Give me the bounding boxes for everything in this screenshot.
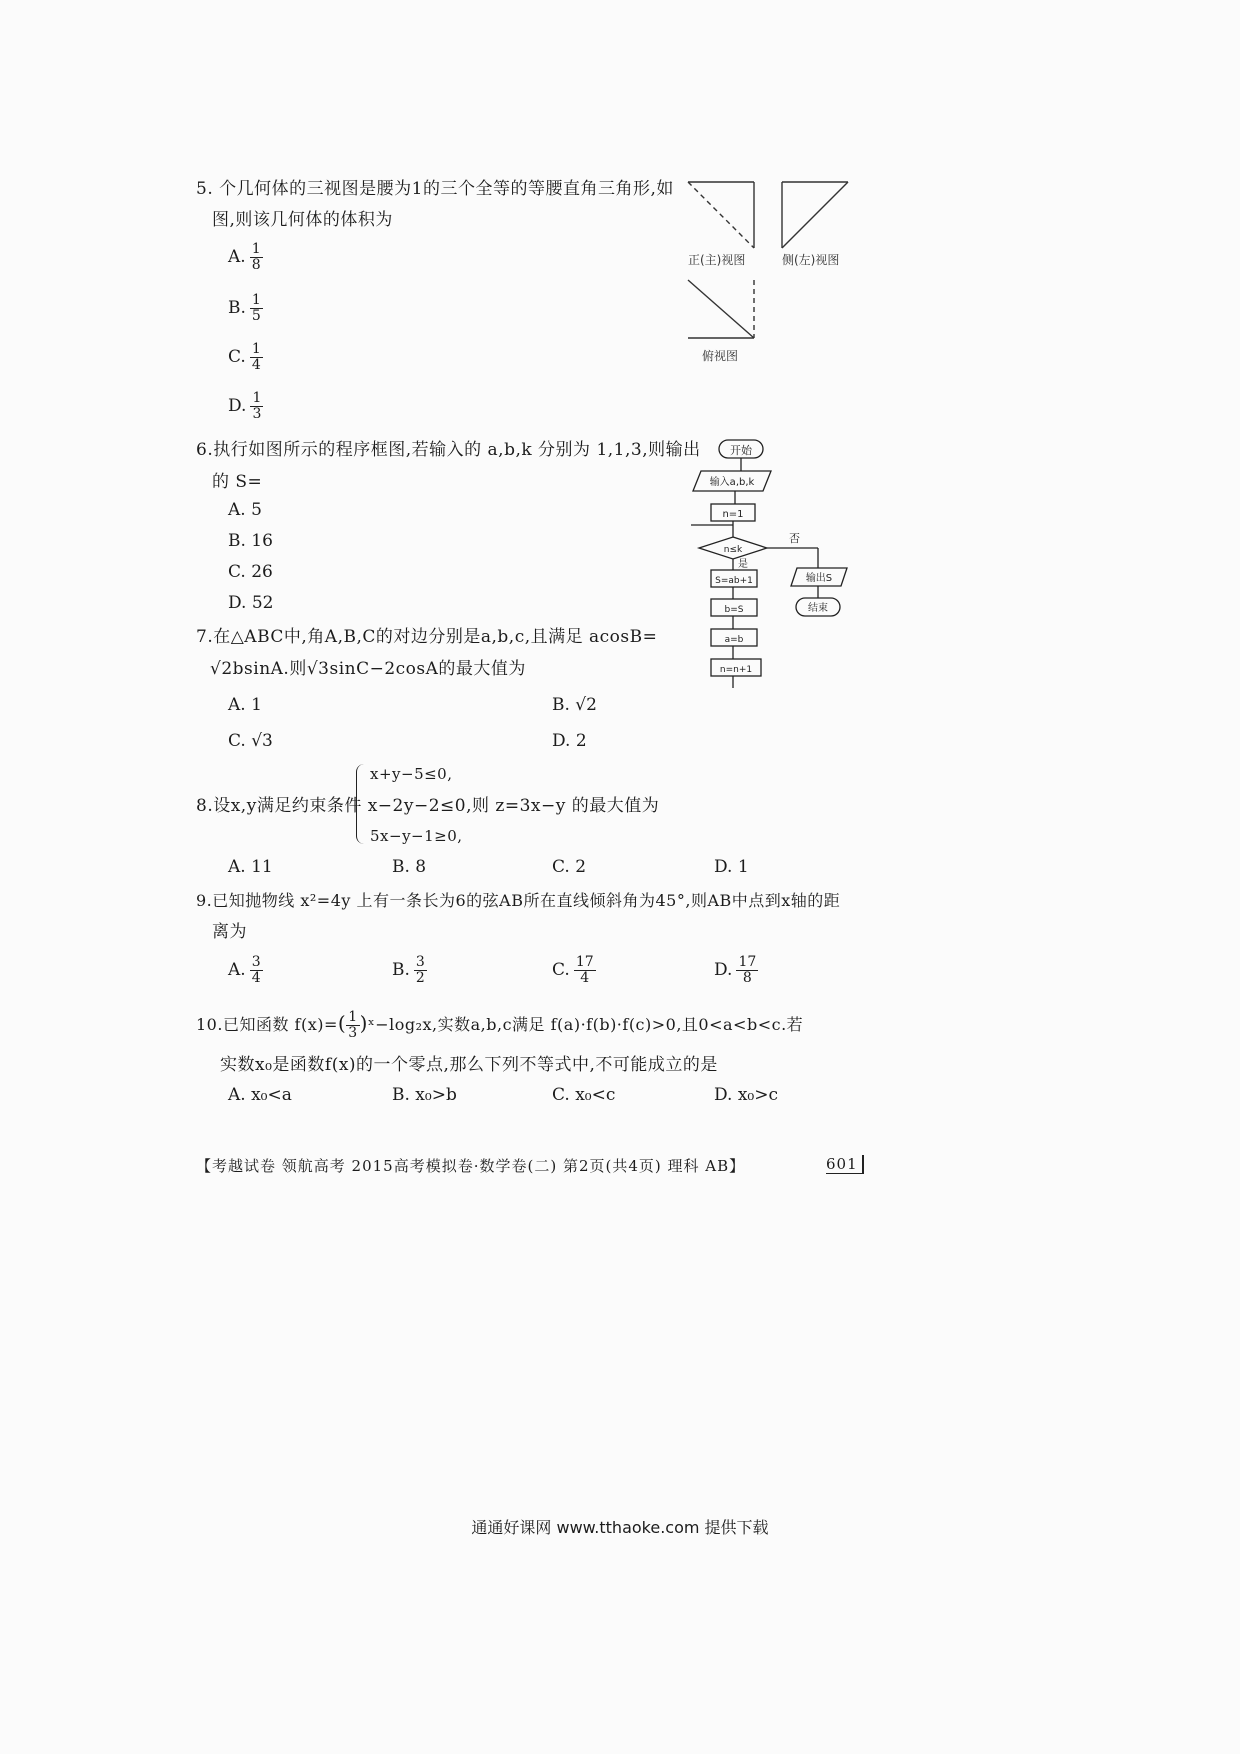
q9-option-b[interactable] bbox=[392, 955, 427, 986]
q10-stem-line2: 实数x₀是函数f(x)的一个零点,那么下列不等式中,不可能成立的是 bbox=[220, 1055, 718, 1075]
option-label: A. bbox=[228, 247, 246, 267]
q8-option-c[interactable]: C. 2 bbox=[552, 857, 587, 877]
fraction bbox=[250, 242, 263, 273]
top-view-triangle bbox=[688, 280, 754, 338]
side-view-label: 侧(左)视图 bbox=[782, 253, 840, 267]
q10-stem-line1: 10.已知函数 f(x)=( $\frac{1}{3}$ )ˣ−log₂x,实数a,b,c满足 f(a)·f(b)·f(c)>0,且0<a<b<c.若 bbox=[196, 1009, 804, 1041]
q9-option-c[interactable] bbox=[552, 955, 596, 986]
denominator: 8 bbox=[251, 257, 261, 273]
denominator: 2 bbox=[415, 970, 425, 986]
option-label: B. bbox=[392, 960, 410, 980]
q5-option-b[interactable] bbox=[228, 293, 263, 324]
denominator: 4 bbox=[251, 970, 261, 986]
option-label: C. bbox=[552, 960, 570, 980]
fraction bbox=[736, 955, 758, 986]
numerator: 1 bbox=[251, 292, 261, 308]
numerator: 1 bbox=[252, 390, 262, 406]
fraction bbox=[574, 955, 596, 986]
q6-option-d[interactable]: D. 52 bbox=[228, 593, 274, 613]
q7-option-d[interactable]: D. 2 bbox=[552, 731, 587, 751]
page-footer bbox=[196, 1155, 745, 1176]
q10-stem-suffix: ˣ−log₂x,实数a,b,c满足 f(a)·f(b)·f(c)>0,且0<a<b<c.若 bbox=[367, 1015, 804, 1034]
option-label: D. bbox=[228, 396, 247, 416]
q9-stem-line2: 离为 bbox=[212, 922, 247, 942]
q6-option-a[interactable]: A. 5 bbox=[228, 500, 262, 520]
side-view-triangle bbox=[782, 182, 848, 248]
option-label: D. bbox=[714, 960, 733, 980]
q10-fraction bbox=[346, 1010, 359, 1041]
q7-stem-line1: 7.在△ABC中,角A,B,C的对边分别是a,b,c,且满足 acosB= bbox=[196, 627, 658, 647]
flow-no-text: 否 bbox=[789, 532, 800, 545]
denominator: 4 bbox=[580, 970, 590, 986]
fraction bbox=[250, 391, 263, 422]
q10-option-b[interactable]: B. x₀>b bbox=[392, 1085, 457, 1105]
flow-step4-text: n=n+1 bbox=[719, 665, 753, 675]
fraction bbox=[250, 293, 263, 324]
q6-stem-line2: 的 S= bbox=[212, 472, 263, 492]
option-label: C. bbox=[228, 347, 246, 367]
q8-constraint-3: 5x−y−1≥0, bbox=[370, 827, 463, 845]
footer-text: 【考越试卷 领航高考 2015高考模拟卷·数学卷(二) 第2页(共4页) 理科 AB】 bbox=[196, 1157, 746, 1175]
q7-option-a[interactable]: A. 1 bbox=[228, 695, 262, 715]
q9-option-a[interactable] bbox=[228, 955, 263, 986]
flow-yes-text: 是 bbox=[738, 559, 748, 570]
option-label: A. bbox=[228, 960, 246, 980]
flowchart bbox=[685, 430, 875, 695]
numerator: 1 bbox=[251, 241, 261, 257]
denominator: 8 bbox=[742, 970, 752, 986]
q6-option-c[interactable]: C. 26 bbox=[228, 562, 273, 582]
q10-stem-prefix: 10.已知函数 f(x)= bbox=[196, 1015, 338, 1034]
q8-constraint-1: x+y−5≤0, bbox=[370, 765, 453, 783]
numerator: 1 bbox=[348, 1009, 358, 1025]
flow-cond-text: n≤k bbox=[723, 545, 743, 555]
q5-option-d[interactable] bbox=[228, 391, 263, 422]
flow-init-text: n=1 bbox=[722, 509, 744, 520]
denominator: 3 bbox=[252, 406, 262, 422]
fraction bbox=[250, 955, 263, 986]
q8-option-a[interactable]: A. 11 bbox=[228, 857, 273, 877]
denominator: 3 bbox=[348, 1025, 358, 1041]
flow-step1-text: S=ab+1 bbox=[715, 576, 753, 586]
three-view-figure bbox=[680, 170, 880, 370]
front-view-label: 正(主)视图 bbox=[688, 253, 746, 267]
flow-step3-text: a=b bbox=[724, 635, 744, 645]
numerator: 1 bbox=[251, 341, 261, 357]
q7-stem-line2: √2bsinA.则√3sinC−2cosA的最大值为 bbox=[210, 659, 526, 679]
q7-option-c[interactable]: C. √3 bbox=[228, 731, 273, 751]
q7-option-b[interactable]: B. √2 bbox=[552, 695, 597, 715]
q8-option-d[interactable]: D. 1 bbox=[714, 857, 749, 877]
fraction bbox=[414, 955, 427, 986]
q5-stem-line2: 图,则该几何体的体积为 bbox=[212, 210, 393, 230]
flow-step2-text: b=S bbox=[724, 605, 744, 615]
top-view-label: 俯视图 bbox=[702, 349, 739, 363]
numerator: 3 bbox=[415, 954, 425, 970]
flow-end-text: 结束 bbox=[808, 603, 828, 614]
download-credit: 通通好课网 www.tthaoke.com 提供下载 bbox=[471, 1518, 769, 1537]
q6-stem-line1: 6.执行如图所示的程序框图,若输入的 a,b,k 分别为 1,1,3,则输出 bbox=[196, 440, 701, 460]
q6-option-b[interactable]: B. 16 bbox=[228, 531, 273, 551]
q5-option-a[interactable] bbox=[228, 242, 263, 273]
numerator: 17 bbox=[738, 954, 757, 970]
option-label: B. bbox=[228, 298, 246, 318]
numerator: 3 bbox=[251, 954, 261, 970]
q5-option-c[interactable] bbox=[228, 342, 263, 373]
q9-stem-line1: 9.已知抛物线 x²=4y 上有一条长为6的弦AB所在直线倾斜角为45°,则AB中点到x轴的距 bbox=[196, 891, 841, 910]
denominator: 4 bbox=[251, 357, 261, 373]
denominator: 5 bbox=[251, 308, 261, 324]
numerator: 17 bbox=[575, 954, 594, 970]
fraction bbox=[250, 342, 263, 373]
q8-stem: 8.设x,y满足约束条件 x−2y−2≤0,则 z=3x−y 的最大值为 bbox=[196, 796, 660, 816]
flow-start-text: 开始 bbox=[730, 444, 752, 457]
q10-option-c[interactable]: C. x₀<c bbox=[552, 1085, 616, 1105]
q10-option-d[interactable]: D. x₀>c bbox=[714, 1085, 778, 1105]
flow-output-text: 输出S bbox=[805, 573, 833, 584]
flow-input-text: 输入a,b,k bbox=[709, 477, 755, 488]
front-view-triangle bbox=[688, 182, 754, 248]
q9-option-d[interactable] bbox=[714, 955, 758, 986]
q8-option-b[interactable]: B. 8 bbox=[392, 857, 427, 877]
q5-stem-line1: 5. 个几何体的三视图是腰为1的三个全等的等腰直角三角形,如 bbox=[196, 179, 674, 199]
q10-option-a[interactable]: A. x₀<a bbox=[228, 1085, 292, 1105]
page-code: 601 bbox=[826, 1155, 864, 1174]
